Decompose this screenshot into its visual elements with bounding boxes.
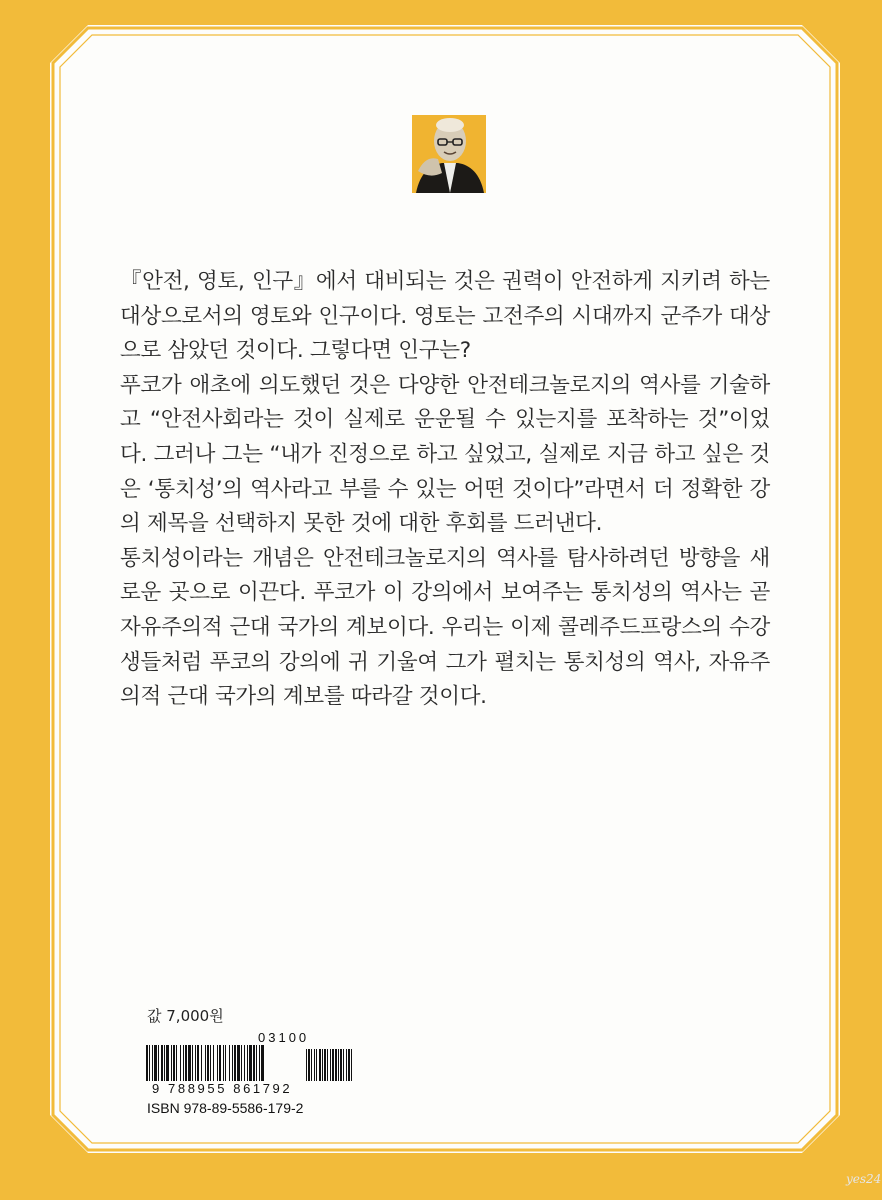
watermark-logo: yes24 [846, 1172, 882, 1186]
addon-code: 03100 [258, 1030, 310, 1045]
paragraph-2: 푸코가 애초에 의도했던 것은 다양한 안전테크놀로지의 역사를 기술하고 “안전사회라는 것이 실제로 운운될 수 있는지를 포착하는 것”이었다. 그러나 그는 “내가 진정으로 하고 싶었고, 실제로 지금 하고 싶은 것은 ‘통치성’의 역사라고 부를 수 있는 어떤 것이다”라면서 더 정확한 강의 제목을 선택하지 못한 것에 대한 후회를 드러낸다. [120, 372, 770, 537]
description-text [120, 265, 770, 715]
barcode-number: 9 788955 861792 [152, 1081, 293, 1096]
paragraph-3: 통치성이라는 개념은 안전테크놀로지의 역사를 탐사하려던 방향을 새로운 곳으로 이끈다. 푸코가 이 강의에서 보여주는 통치성의 역사는 곧 자유주의적 근대 국가의 계보이다. 우리는 이제 콜레주드프랑스의 수강생들처럼 푸코의 강의에 귀 기울여 그가 펼치는 통치성의 역사, 자유주의적 근대 국가의 계보를 따라갈 것이다. [120, 545, 770, 710]
isbn-label: ISBN 978-89-5586-179-2 [147, 1100, 304, 1116]
isbn-barcode [146, 1045, 371, 1081]
author-portrait [412, 115, 486, 193]
price-label: 값 7,000원 [147, 1007, 224, 1025]
paragraph-1: 『안전, 영토, 인구』에서 대비되는 것은 권력이 안전하게 지키려 하는 대상으로서의 영토와 인구이다. 영토는 고전주의 시대까지 군주가 대상으로 삼았던 것이다. 그렇다면 인구는? [120, 269, 770, 364]
